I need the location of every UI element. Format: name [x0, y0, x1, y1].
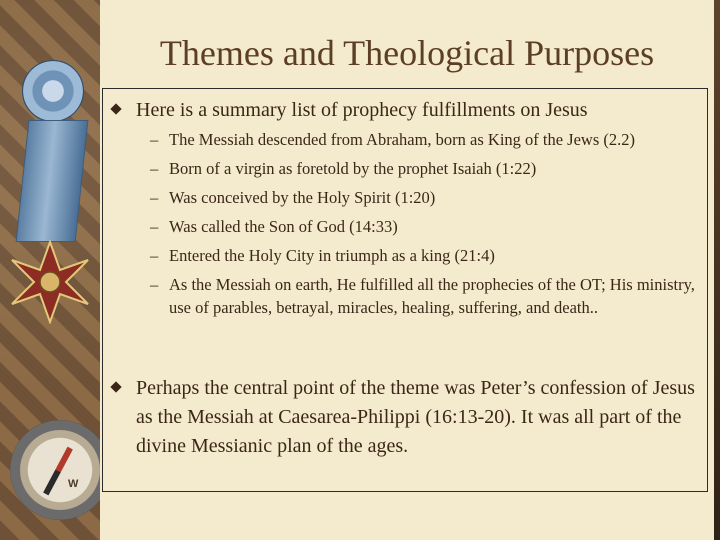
list-item [150, 128, 710, 151]
dash-marker: – [150, 130, 159, 149]
dash-marker: – [150, 246, 159, 265]
list-item-text: Was called the Son of God (14:33) [169, 217, 398, 236]
compass-letter: W [68, 478, 79, 490]
list-item [150, 157, 710, 180]
list-item [150, 273, 710, 319]
list-item-text: As the Messiah on earth, He fulfilled all the prophecies of the OT; His ministry, use of parables, betrayal, miracles, healing, suffering, and death.. [169, 275, 695, 317]
list-item-text: Born of a virgin as foretold by the prophet Isaiah (1:22) [169, 159, 537, 178]
maltese-cross-medal-icon [8, 240, 92, 324]
medal-rosette-image [22, 60, 84, 122]
list-item [150, 186, 710, 209]
bullet-text: Perhaps the central point of the theme was Peter’s confession of Jesus as the Messiah at Caesarea-Philippi (16:13-20). It was all part of the divine Messianic plan of the ages. [136, 377, 695, 457]
dash-marker: – [150, 188, 159, 207]
decorative-photo-strip [0, 0, 100, 540]
list-item [150, 244, 710, 267]
dash-marker: – [150, 217, 159, 236]
list-item [150, 215, 710, 238]
slide-title: Themes and Theological Purposes [159, 33, 655, 73]
dash-marker: – [150, 275, 159, 294]
subitem-list [150, 128, 710, 325]
list-item-text: Entered the Holy City in triumph as a king (21:4) [169, 246, 495, 265]
list-item-text: The Messiah descended from Abraham, born as King of the Jews (2.2) [169, 130, 636, 149]
list-item-text: Was conceived by the Holy Spirit (1:20) [169, 188, 436, 207]
dash-marker: – [150, 159, 159, 178]
bullet-text: Here is a summary list of prophecy fulfillments on Jesus [136, 99, 588, 121]
medal-ribbon-image [16, 120, 89, 242]
right-border-strip [714, 0, 720, 540]
